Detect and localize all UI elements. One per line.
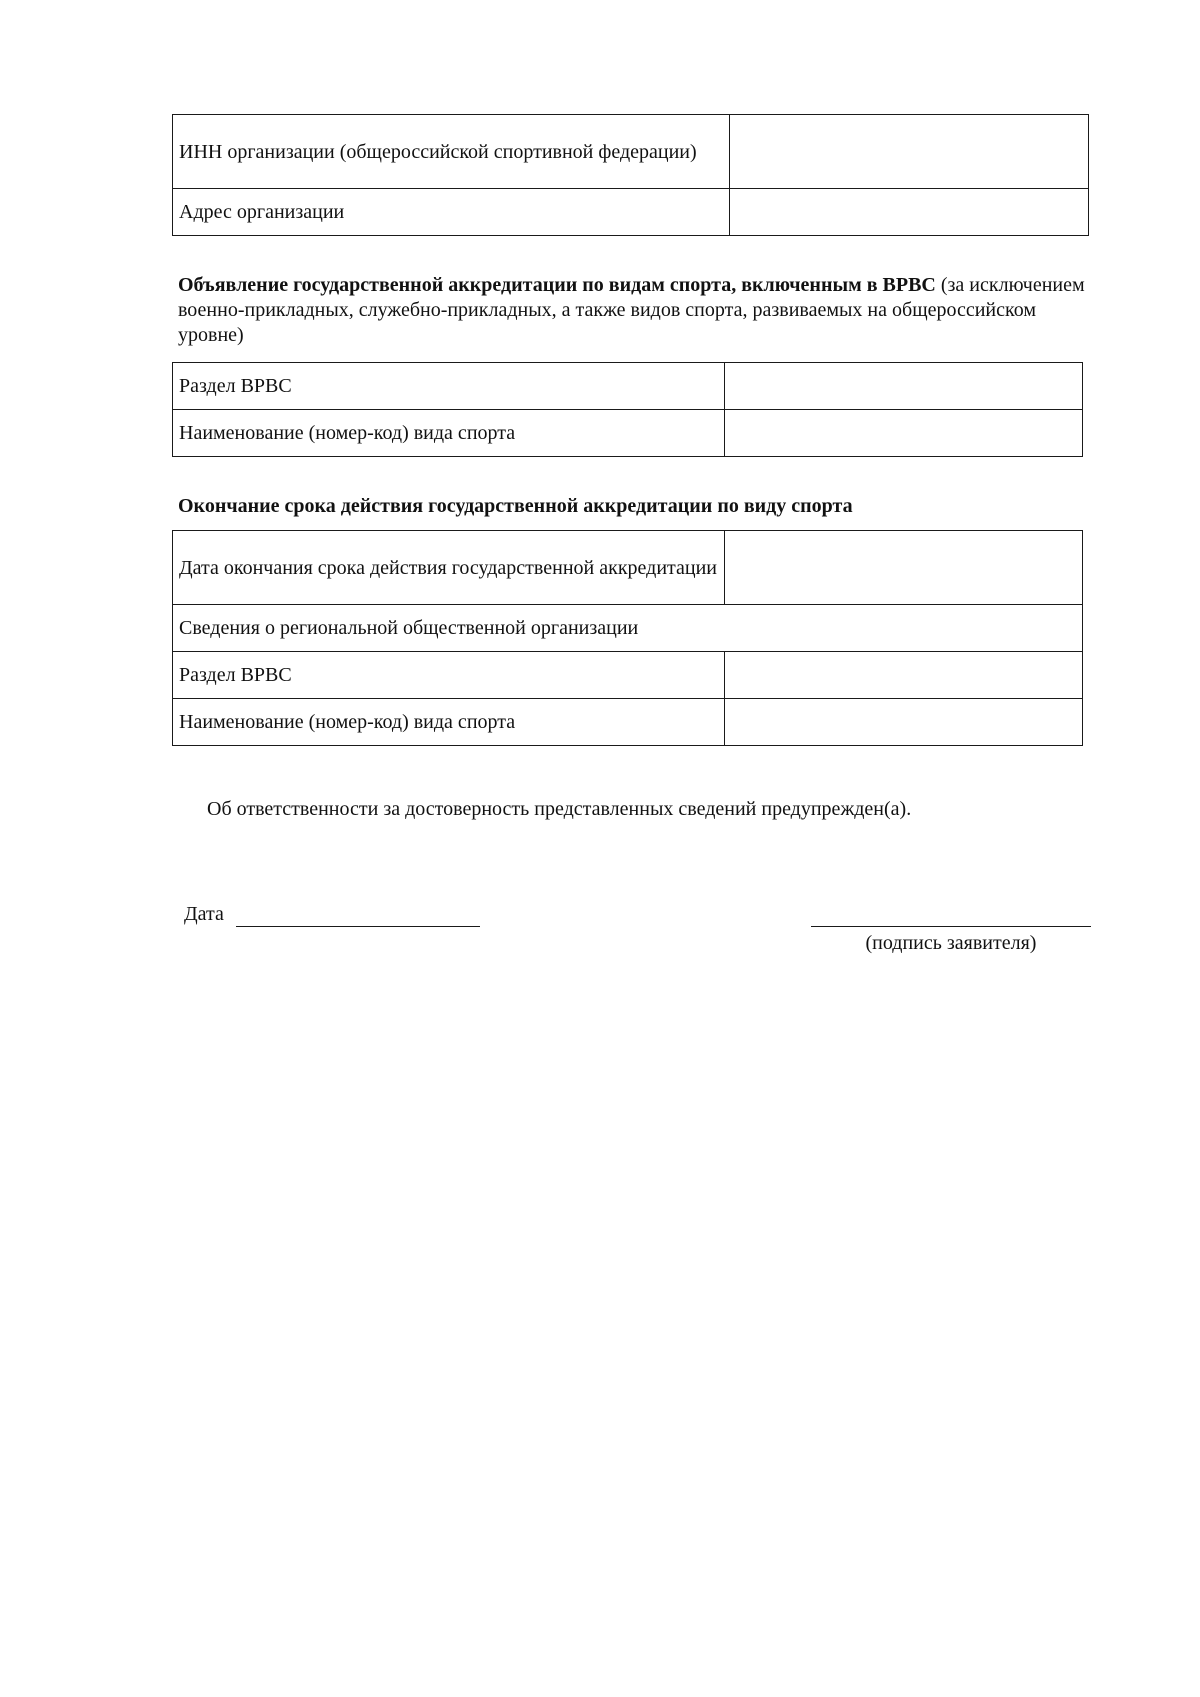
responsibility-statement: Об ответственности за достоверность представленных сведений предупрежден(а). bbox=[207, 798, 912, 820]
expiry-table bbox=[172, 530, 1083, 746]
table-row bbox=[173, 410, 1083, 457]
vrvs-section-value-field[interactable] bbox=[725, 363, 1083, 410]
vrvs-section-value-field[interactable] bbox=[725, 652, 1083, 699]
table-row bbox=[173, 189, 1089, 236]
expiry-heading bbox=[178, 494, 1088, 519]
signature-caption: (подпись заявителя) bbox=[865, 932, 1037, 954]
organization-table bbox=[172, 114, 1089, 236]
sport-name-label: Наименование (номер-код) вида спорта bbox=[173, 410, 725, 457]
inn-label: ИНН организации (общероссийской спортивной федерации) bbox=[173, 115, 730, 189]
expiry-heading-bold: Окончание срока действия государственной аккредитации по виду спорта bbox=[178, 495, 853, 517]
date-label: Дата bbox=[184, 903, 224, 925]
expiry-date-label: Дата окончания срока действия государственной аккредитации bbox=[173, 531, 725, 605]
table-row bbox=[173, 652, 1083, 699]
vrvs-section-label: Раздел ВРВС bbox=[173, 363, 725, 410]
sport-name-value-field[interactable] bbox=[725, 410, 1083, 457]
address-label: Адрес организации bbox=[173, 189, 730, 236]
inn-value-field[interactable] bbox=[730, 115, 1089, 189]
signature-line[interactable] bbox=[811, 926, 1091, 927]
sport-name-label: Наименование (номер-код) вида спорта bbox=[173, 699, 725, 746]
vrvs-section-label: Раздел ВРВС bbox=[173, 652, 725, 699]
table-row bbox=[173, 115, 1089, 189]
address-value-field[interactable] bbox=[730, 189, 1089, 236]
table-row bbox=[173, 605, 1083, 652]
announce-heading bbox=[178, 273, 1088, 348]
sport-name-value-field[interactable] bbox=[725, 699, 1083, 746]
table-row bbox=[173, 531, 1083, 605]
announce-heading-bold: Объявление государственной аккредитации по видам спорта, включенным в ВРВС bbox=[178, 274, 936, 296]
table-row bbox=[173, 699, 1083, 746]
announce-heading-normal: (за исключением военно-прикладных, служебно-прикладных, а также видов спорта, развиваемых на общероссийском уровне) bbox=[178, 274, 1085, 346]
table-row bbox=[173, 363, 1083, 410]
announce-table bbox=[172, 362, 1083, 457]
expiry-date-value-field[interactable] bbox=[725, 531, 1083, 605]
regional-org-subheading: Сведения о региональной общественной организации bbox=[173, 605, 1083, 652]
date-input-line[interactable] bbox=[236, 926, 480, 927]
